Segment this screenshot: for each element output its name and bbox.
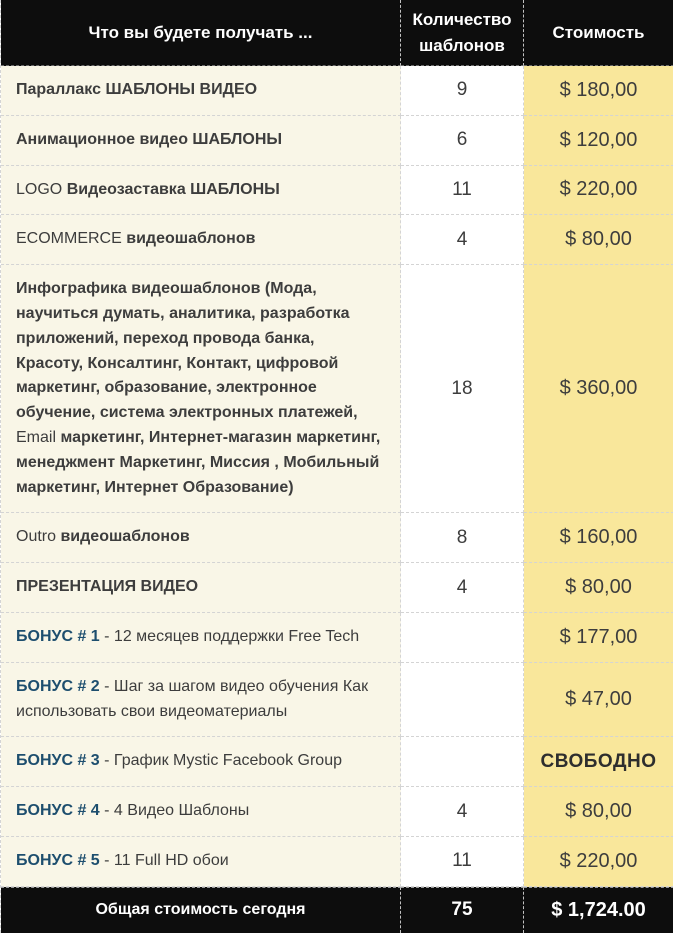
quantity-cell <box>401 613 524 663</box>
table-row <box>1 166 673 216</box>
total-price: $ 1,724.00 <box>524 887 673 933</box>
bonus-label: БОНУС # 5 <box>16 851 100 869</box>
price-cell: $ 80,00 <box>524 215 673 265</box>
price-cell: $ 80,00 <box>524 563 673 613</box>
table-row <box>1 613 673 663</box>
feature-text: LOGO <box>16 180 67 198</box>
feature-text: Email <box>16 428 61 446</box>
table-row <box>1 563 673 613</box>
feature-text: Инфографика видеошаблонов (Мода, научиться думать, аналитика, разработка приложений, переход провода банка, Красоту, Консалтинг, Контакт, цифровой маркетинг, образование, электронное обучение, система электронных платежей, <box>16 280 358 422</box>
price-cell: $ 360,00 <box>524 265 673 513</box>
col-header-quantity: Количество шаблонов <box>401 0 524 66</box>
total-label: Общая стоимость сегодня <box>1 887 401 933</box>
feature-text: маркетинг, Интернет-магазин маркетинг, менеджмент Маркетинг, Миссия , Мобильный маркетинг, Интернет Образование) <box>16 428 381 496</box>
quantity-cell: 11 <box>401 166 524 216</box>
feature-cell <box>1 116 401 166</box>
quantity-cell: 8 <box>401 513 524 563</box>
feature-text: Анимационное видео ШАБЛОНЫ <box>16 130 283 148</box>
feature-text: - 11 Full HD обои <box>99 851 229 869</box>
feature-text: - 12 месяцев поддержки Free Tech <box>99 627 360 645</box>
quantity-cell: 4 <box>401 215 524 265</box>
table-row <box>1 215 673 265</box>
quantity-cell <box>401 737 524 787</box>
table-row <box>1 265 673 513</box>
price-cell: $ 177,00 <box>524 613 673 663</box>
quantity-cell: 11 <box>401 837 524 887</box>
table-row <box>1 116 673 166</box>
price-cell: $ 160,00 <box>524 513 673 563</box>
table-body <box>1 66 673 887</box>
table-footer <box>1 887 673 933</box>
total-row <box>1 887 673 933</box>
feature-text: Параллакс ШАБЛОНЫ ВИДЕО <box>16 81 258 98</box>
feature-cell <box>1 613 401 663</box>
feature-text: ПРЕЗЕНТАЦИЯ ВИДЕО <box>16 578 199 596</box>
feature-text: - Шаг за шагом видео обучения Как использовать свои видеоматериалы <box>16 677 369 720</box>
feature-text: видеошаблонов <box>126 230 256 248</box>
table-row <box>1 66 673 116</box>
feature-cell <box>1 787 401 837</box>
table-header <box>1 0 673 66</box>
table-row <box>1 737 673 787</box>
feature-text: - 4 Видео Шаблоны <box>99 802 250 820</box>
quantity-cell: 6 <box>401 116 524 166</box>
feature-text: ECOMMERCE <box>16 230 127 248</box>
price-cell: $ 220,00 <box>524 837 673 887</box>
price-cell: $ 47,00 <box>524 663 673 738</box>
quantity-cell <box>401 663 524 738</box>
header-row <box>1 0 673 66</box>
price-cell: СВОБОДНО <box>524 737 673 787</box>
quantity-cell: 9 <box>401 66 524 116</box>
quantity-cell: 4 <box>401 787 524 837</box>
table-row <box>1 787 673 837</box>
feature-text: - График Mystic Facebook Group <box>99 752 342 770</box>
price-cell: $ 120,00 <box>524 116 673 166</box>
col-header-price: Стоимость <box>524 0 673 66</box>
price-cell: $ 220,00 <box>524 166 673 216</box>
quantity-cell: 4 <box>401 563 524 613</box>
feature-cell <box>1 215 401 265</box>
feature-cell <box>1 737 401 787</box>
feature-text: видеошаблонов <box>60 528 190 546</box>
feature-cell <box>1 563 401 613</box>
table-row <box>1 837 673 887</box>
feature-text: Видеозаставка ШАБЛОНЫ <box>66 180 280 198</box>
col-header-features: Что вы будете получать ... <box>1 0 401 66</box>
feature-cell <box>1 265 401 513</box>
table-row <box>1 513 673 563</box>
feature-text: Outro <box>16 528 61 546</box>
price-cell: $ 80,00 <box>524 787 673 837</box>
quantity-cell: 18 <box>401 265 524 513</box>
feature-cell <box>1 663 401 738</box>
bonus-label: БОНУС # 1 <box>16 627 100 645</box>
feature-cell <box>1 66 401 116</box>
feature-cell <box>1 513 401 563</box>
total-quantity: 75 <box>401 887 524 933</box>
feature-cell <box>1 166 401 216</box>
bonus-label: БОНУС # 4 <box>16 802 100 820</box>
price-cell: $ 180,00 <box>524 66 673 116</box>
bonus-label: БОНУС # 3 <box>16 752 100 770</box>
feature-cell <box>1 837 401 887</box>
table-row <box>1 663 673 738</box>
bonus-label: БОНУС # 2 <box>16 677 100 695</box>
